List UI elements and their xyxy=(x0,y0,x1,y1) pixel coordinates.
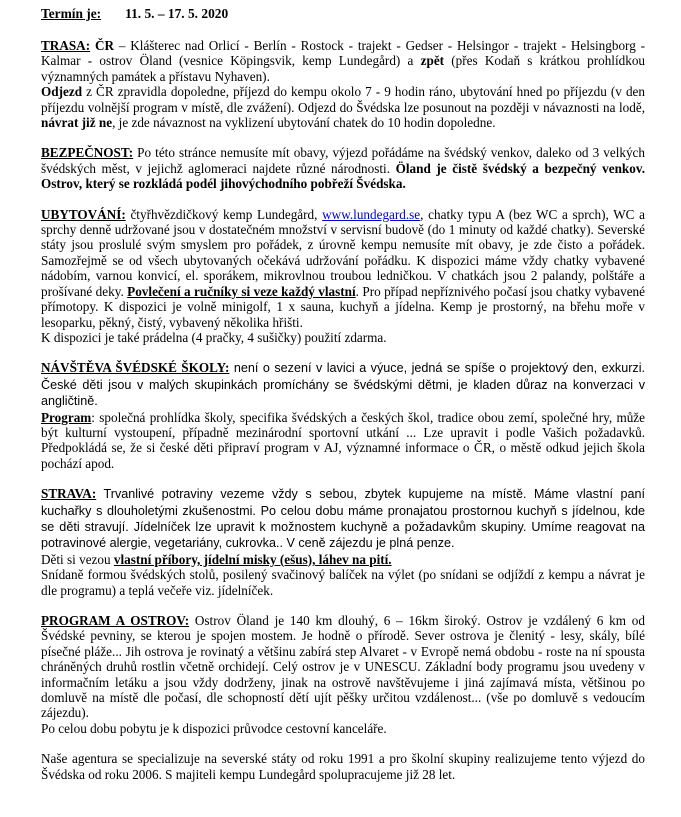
ubytovani-paragraph xyxy=(41,207,645,330)
ubytovani-heading: UBYTOVÁNÍ: xyxy=(41,206,126,222)
trasa-departure-text: z ČR zpravidla dopoledne, příjezd do kempu okolo 7 - 9 hodin ráno, ubytování hned po příjezdu (v den příjezdu volnější program v místě, dle zvážení). Odjezd do Švédska lze posunout na později v návaznosti na lodě, xyxy=(41,84,645,115)
trasa-return-bold: návrat již ne xyxy=(41,115,113,131)
trasa-country: ČR xyxy=(94,38,114,53)
strava-bring-bold: vlastní příbory, jídelní misky (ešus), láhev na pití. xyxy=(113,551,392,567)
ubytovani-text-1: čtyřhvězdičkový kemp Lundegård, xyxy=(125,206,323,222)
skola-program-label: Program xyxy=(41,409,92,425)
bezpecnost-heading: BEZPEČNOST: xyxy=(41,145,134,161)
trasa-heading: TRASA: xyxy=(41,38,91,53)
bezpecnost-text: Po této stránce nemusíte mít obavy, výjezd pořádáme na švédský venkov, daleko od 3 velkých švédských měst, v jejichž aglomeraci najdete různé národnosti. xyxy=(41,145,645,176)
strava-text-1: Trvanlivé potraviny vezeme vždy s sebou, zbytek kupujeme na místě. Máme vlastní paní kuchařky s dlouholetými zkušenostmi. Po celou dobu máme pronajatou prostornou kuchyň s jídelnou, kde se děti stravují. Jídelníček lze upravit k možnostem kuchyně a požadavkům skupiny. Umíme reagovat na potravinové alergie, vegetariány, cukrovka.. V ceně zájezdu je plná penze. xyxy=(41,487,645,551)
trasa-back-word: zpět xyxy=(420,53,445,69)
section-skola xyxy=(41,360,645,471)
program-heading: PROGRAM A OSTROV: xyxy=(41,613,190,628)
strava-breakfast: Snídaně formou švédských stolů, posilený svačinový balíček na výlet (po snídani se odjíždí z kempu a návrat je dle programu) a teplá večeře viz. jídelníček. xyxy=(41,567,645,598)
ubytovani-bedding: Povlečení a ručníky si veze každý vlastní xyxy=(127,283,356,299)
strava-heading: STRAVA: xyxy=(41,486,97,502)
ubytovani-link[interactable]: www.lundegard.se xyxy=(322,206,421,222)
ubytovani-text-3: . Pro případ nepříznivého počasí jsou chatky vybavené přímotopy. K dispozici je volně minigolf, 1 x sauna, kuchyň a jídelna. Kemp je prostorný, na břehu moře v lesoparku, pěkný, čistý, vybavený několika hřišti. xyxy=(41,283,645,330)
strava-paragraph xyxy=(41,486,645,552)
trasa-route-text: – Klášterec nad Orlicí - Berlín - Rostock - trajekt - Gedser - Helsingor - trajekt - Helsingborg - Kalmar - ostrov Öland (vesnice Köpingsvik, kemp Lundegård) a xyxy=(41,38,646,69)
skola-program-text: : společná prohlídka školy, specifika švédských a českých škol, tradice obou zemí, společné hry, může být kulturní vystoupení, případně mezinárodní sportovní utkání ... Lze upravit i podle Vašich požadavků. Předpokládá se, že si české děti připraví program v AJ, významné informace o ČR, o městě odkud jejich škola pochází apod. xyxy=(41,409,645,471)
program-paragraph xyxy=(41,613,645,721)
skola-program-paragraph xyxy=(41,410,645,472)
section-bezpecnost xyxy=(41,145,645,191)
term-dates: 11. 5. – 17. 5. 2020 xyxy=(125,6,229,21)
ubytovani-text-2: , chatky typu A (bez WC a sprch), WC a sprchy denně udržované jsou v dostatečném množství v servisní budově (do 1 minuty od každé chatky). Severské státy jsou proslulé svým smyslem pro pořádek, z úrovně kempu nemusíte mít obavy, je zde čisto a pořádek. Samozřejmě se od všech ubytovaných očekává udržování pořádku. K dispozici máme vždy chatky vybavené nádobím, varnou konvicí, el. sporákem, mikrovlnou troubou ledničkou. V chatkách jsou 2 palandy, polštáře a prošívané deky. xyxy=(41,206,646,299)
section-strava xyxy=(41,486,645,598)
trasa-departure-label: Odjezd xyxy=(41,84,83,100)
term-label: Termín je: xyxy=(41,6,102,21)
section-footer xyxy=(41,751,645,782)
trasa-departure-paragraph xyxy=(41,84,645,130)
section-trasa xyxy=(41,38,645,130)
bezpecnost-paragraph xyxy=(41,145,645,191)
trasa-return-tail: , je zde návaznost na vyklizení ubytování chatek do 10 hodin dopoledne. xyxy=(112,115,496,131)
skola-paragraph xyxy=(41,360,645,409)
document-body xyxy=(41,38,645,797)
strava-bring-text: Děti si vezou xyxy=(41,551,114,567)
ubytovani-laundry: K dispozici je také prádelna (4 pračky, 4 sušičky) použití zdarma. xyxy=(41,329,387,345)
trasa-route-paragraph xyxy=(41,38,645,84)
section-program xyxy=(41,613,645,736)
section-ubytovani xyxy=(41,207,645,346)
trasa-route-tail: (přes Kodaň s krátkou prohlídkou významných památek a přístavu Nyhaven). xyxy=(41,53,646,84)
program-guide: Po celou dobu pobytu je k dispozici průvodce cestovní kanceláře. xyxy=(41,720,387,736)
program-text: Ostrov Öland je 140 km dlouhý, 6 – 16km široký. Ostrov je vzdálený 6 km od Švédské pevniny, se kterou je spojen mostem. Je hodně o přírodě. Sever ostrova je členitý - lesy, skály, bílé písečné pláže... Jih ostrova je rovinatý a většinu zabírá step Alvaret - v Evropě nemá obdobu - roste na ní spousta chráněných druhů rostlin včetně orchidejí. Celý ostrov je v UNESCU. Základní body programu jsou uvedeny v informačním letáku a jsou vždy dodrženy, jinak na ostrově navštěvujeme i jiná zajímavá místa, většinou po domluvě na místě dle počasí, dle schopností dětí ujít pěšky určitou vzdálenost... (vše po domluvě s vedoucím zájezdu). xyxy=(41,613,645,721)
term-line xyxy=(41,6,228,22)
skola-heading: NÁVŠTĚVA ŠVÉDSKÉ ŠKOLY: xyxy=(41,360,230,376)
strava-bring-paragraph xyxy=(41,552,645,567)
footer-paragraph: Naše agentura se specializuje na severské státy od roku 1991 a pro školní skupiny realizujeme tento výjezd do Švédska od roku 2006. S majiteli kempu Lundegård spolupracujeme již 28 let. xyxy=(41,751,645,782)
bezpecnost-bold-text: Öland je čistě švédský a bezpečný venkov. Ostrov, který se rozkládá podél jihovýchodního pobřeží Švédska. xyxy=(41,160,645,192)
skola-text: není o sezení v lavici a výuce, jedná se spíše o projektový den, exkurzi. České děti jsou v malých skupinkách promíchány se švédskými dětmi, je kladen důraz na konverzaci v angličtině. xyxy=(41,361,645,409)
